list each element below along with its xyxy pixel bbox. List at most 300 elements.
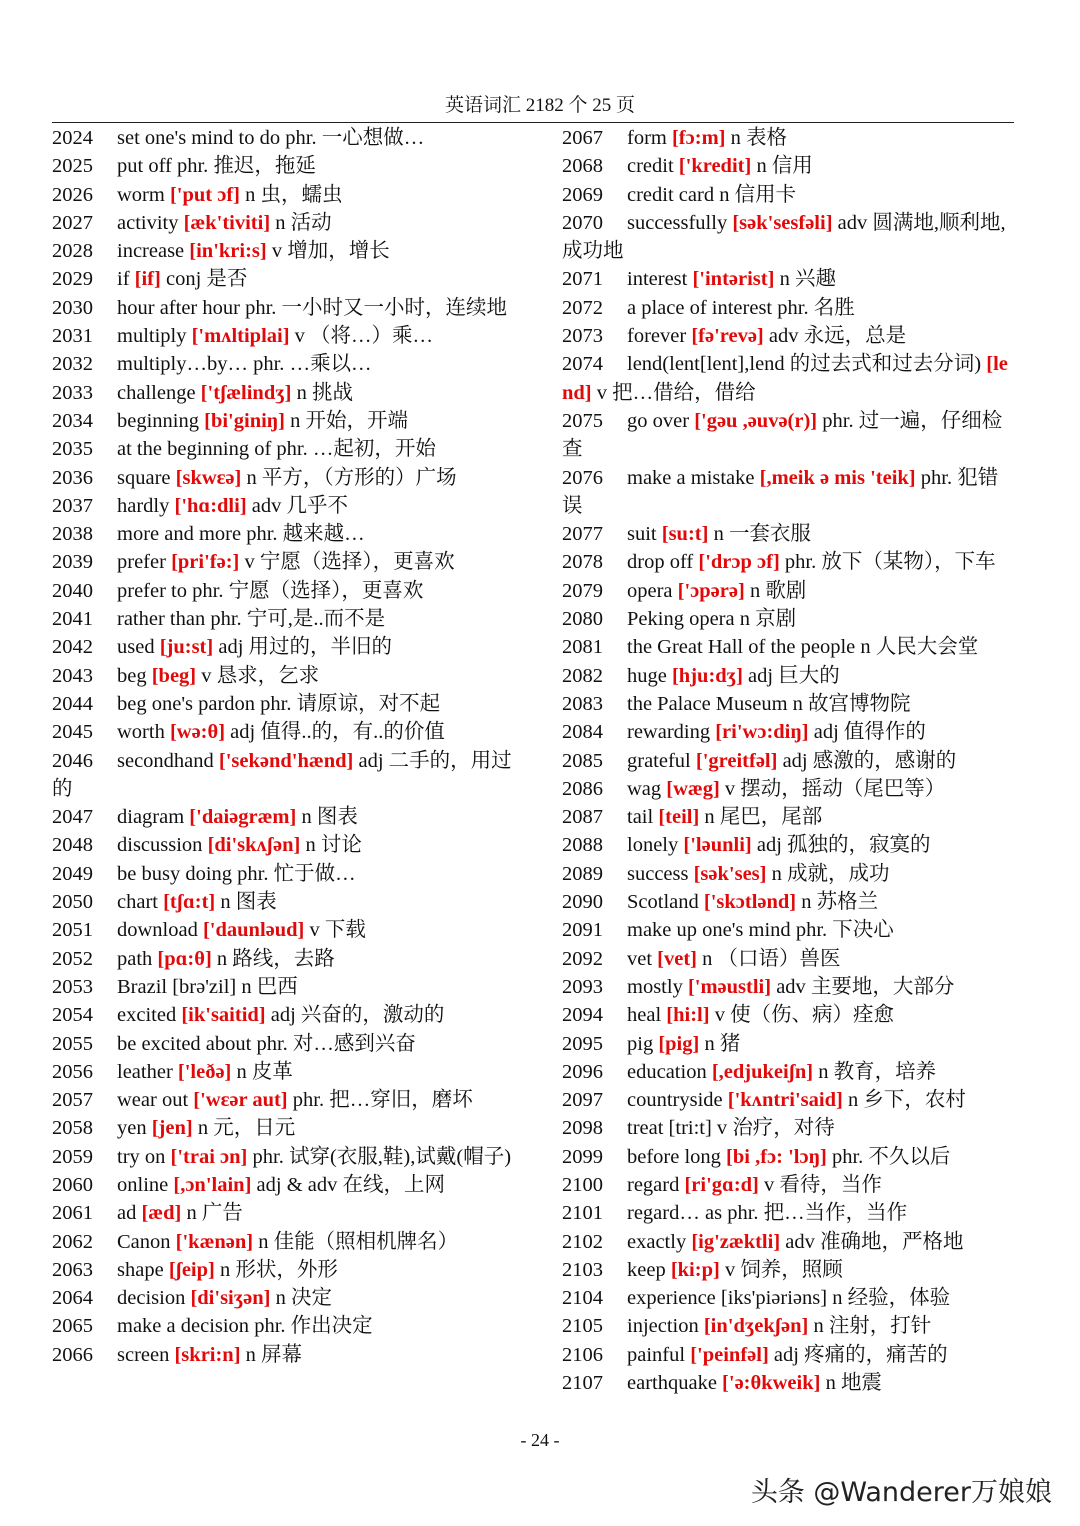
entry-word: successfully	[627, 211, 728, 234]
entry-meaning: 歌剧	[765, 579, 807, 602]
entry-word: discussion	[117, 834, 203, 857]
entry-pos: adv	[837, 211, 868, 234]
entry-phonetic: ['məustli]	[687, 975, 772, 998]
entry-number: 2074	[562, 353, 603, 376]
vocab-entry	[562, 1171, 1018, 1199]
entry-word: hardly	[117, 494, 170, 517]
entry-phonetic: [hju:dʒ]	[671, 664, 743, 687]
entry-meaning: …起初，开始	[312, 438, 436, 461]
entry-number: 2103	[562, 1258, 603, 1281]
entry-pos: phr.	[292, 1089, 325, 1112]
entry-word: experience	[627, 1287, 716, 1310]
vocab-entry	[562, 973, 1018, 1001]
entry-meaning: 请原谅，对不起	[296, 692, 441, 715]
entry-number: 2058	[52, 1117, 93, 1140]
entry-number: 2048	[52, 834, 93, 857]
entry-number: 2045	[52, 721, 93, 744]
entry-pos: n	[749, 579, 761, 602]
entry-number: 2047	[52, 806, 93, 829]
vocab-entry	[562, 322, 1018, 350]
vocab-entry	[52, 718, 524, 746]
vocab-entry	[52, 1341, 524, 1369]
entry-word: prefer to	[117, 579, 187, 602]
vocab-entry	[562, 407, 1018, 464]
entry-pos: adj	[773, 1343, 799, 1366]
entry-phonetic: [sək'sesfəli]	[732, 211, 833, 234]
entry-meaning: （口语）兽医	[717, 947, 841, 970]
entry-meaning: 京剧	[755, 608, 797, 631]
vocab-entry	[52, 860, 524, 888]
entry-phonetic: ['kænən]	[175, 1230, 254, 1253]
entry-phonetic: [hi:l]	[666, 1004, 710, 1027]
entry-number: 2038	[52, 523, 93, 546]
entry-phonetic: ['trai ɔn]	[170, 1145, 248, 1168]
vocab-entry	[562, 1086, 1018, 1114]
entry-number: 2078	[562, 551, 603, 574]
vocab-entry	[562, 916, 1018, 944]
entry-phonetic: ['hɑ:dli]	[174, 494, 247, 517]
entry-meaning: 推迟，拖延	[213, 155, 316, 178]
vocab-entry	[562, 1058, 1018, 1086]
vocab-entry	[52, 831, 524, 859]
vocab-entry	[52, 124, 524, 152]
entry-word: activity	[117, 211, 179, 234]
entry-meaning: 形状，外形	[235, 1258, 338, 1281]
entry-word: exactly	[627, 1230, 687, 1253]
entry-meaning: （将…）乘…	[310, 325, 434, 348]
entry-word: huge	[627, 664, 667, 687]
entry-word: at the beginning of	[117, 438, 272, 461]
entry-phonetic: [ik'saitid]	[181, 1004, 266, 1027]
entry-meaning: 元，日元	[213, 1117, 296, 1140]
entry-pos: n	[245, 1343, 256, 1366]
entry-pos: phr.	[285, 127, 317, 149]
entry-phonetic: ['peinfəl]	[690, 1343, 769, 1366]
entry-meaning: 故宫博物院	[808, 692, 911, 715]
entry-word: keep	[627, 1258, 666, 1281]
vocab-entry	[562, 718, 1018, 746]
entry-meaning: 下决心	[832, 919, 894, 942]
entry-word: a place of interest	[627, 296, 773, 319]
vocab-entry	[52, 237, 524, 265]
entry-pos: n	[275, 1287, 286, 1310]
vocab-entry	[52, 747, 524, 804]
entry-phonetic: [wə:θ]	[169, 721, 226, 744]
entry-meaning: 孤独的，寂寞的	[787, 834, 931, 857]
entry-phonetic: ['kʌntri'said]	[727, 1089, 843, 1112]
entry-phonetic: [fɔ:m]	[671, 127, 726, 149]
entry-pos: n	[301, 806, 312, 829]
vocab-entry	[562, 605, 1018, 633]
entry-number: 2104	[562, 1287, 603, 1310]
entry-meaning: 地震	[840, 1372, 882, 1395]
entry-pos: adj	[756, 834, 782, 857]
entry-phonetic: ['mʌltiplai]	[191, 325, 290, 348]
entry-phonetic: [jen]	[151, 1117, 193, 1140]
entry-word: path	[117, 947, 153, 970]
entry-pos: n	[219, 1258, 231, 1281]
entry-phonetic: [bi'giniŋ]	[204, 409, 286, 432]
entry-pos: [iks'piəriəns] n	[720, 1287, 843, 1310]
entry-pos: adv	[768, 325, 799, 348]
vocab-entry	[52, 350, 524, 378]
entry-meaning: 忙于做…	[273, 862, 356, 885]
entry-pos: n	[779, 268, 790, 291]
vocab-entry	[562, 1256, 1018, 1284]
entry-word: opera	[627, 579, 673, 602]
vocab-entry	[52, 1284, 524, 1312]
entry-word: make a mistake	[627, 466, 755, 489]
entry-pos: n	[275, 211, 286, 234]
entry-pos: adj	[230, 721, 256, 744]
entry-number: 2040	[52, 579, 93, 602]
vocab-entry	[562, 520, 1018, 548]
entry-meaning: 巨大的	[778, 664, 840, 687]
entry-word: ad	[117, 1202, 137, 1225]
vocab-entry	[52, 973, 524, 1001]
vocab-entry	[52, 181, 524, 209]
vocab-entry	[562, 633, 1018, 661]
entry-word: success	[627, 862, 689, 885]
entry-phonetic: [pɑ:θ]	[157, 947, 212, 970]
entry-word: diagram	[117, 806, 185, 829]
entry-number: 2056	[52, 1060, 93, 1083]
entry-pos: phr.	[822, 409, 854, 432]
entry-pos: n	[818, 1060, 829, 1083]
entry-meaning: 把…穿旧，磨坏	[329, 1089, 473, 1112]
entry-number: 2042	[52, 636, 93, 659]
entry-word: wear out	[117, 1089, 189, 1112]
entry-pos: n	[290, 409, 301, 432]
entry-word: beg	[117, 664, 147, 687]
entry-phonetic: ['leðə]	[177, 1060, 232, 1083]
vocab-entry	[52, 803, 524, 831]
entry-pos: phr.	[727, 1202, 759, 1225]
entry-number: 2101	[562, 1202, 603, 1225]
entry-phonetic: [æd]	[141, 1202, 182, 1225]
entry-phonetic: ['gəu ,əuvə(r)]	[694, 409, 818, 432]
entry-number: 2106	[562, 1343, 603, 1366]
vocab-entry	[52, 1312, 524, 1340]
entry-number: 2071	[562, 268, 603, 291]
entry-meaning: 广告	[201, 1202, 243, 1225]
entry-pos: n	[246, 466, 257, 489]
entry-meaning: 路线，去路	[232, 947, 335, 970]
vocab-entry	[52, 294, 524, 322]
vocab-entry	[52, 209, 524, 237]
entry-number: 2092	[562, 947, 603, 970]
entry-phonetic: [,ɔn'lain]	[173, 1173, 252, 1196]
entry-meaning: 图表	[316, 806, 358, 829]
entry-phonetic: ['wɛər aut]	[193, 1089, 288, 1112]
entry-phonetic: [di'siʒən]	[190, 1287, 271, 1310]
vocab-entry	[562, 1341, 1018, 1369]
entry-word: worth	[117, 721, 165, 744]
entry-number: 2032	[52, 353, 93, 376]
vocab-entry	[562, 888, 1018, 916]
entry-meaning: 尾巴，尾部	[719, 806, 823, 829]
entry-word: the Palace Museum	[627, 692, 788, 715]
entry-meaning: 信用	[771, 155, 813, 178]
entry-number: 2035	[52, 438, 93, 461]
entry-meaning: 决定	[290, 1287, 332, 1310]
entry-phonetic: [ri'wɔ:diŋ]	[715, 721, 809, 744]
entry-word: Canon	[117, 1230, 171, 1253]
entry-word: regard… as	[627, 1202, 723, 1225]
entry-word: square	[117, 466, 171, 489]
entry-number: 2057	[52, 1089, 93, 1112]
entry-number: 2099	[562, 1145, 603, 1168]
entry-meaning: 人民大会堂	[875, 636, 979, 659]
entry-word: interest	[627, 268, 688, 291]
entry-phonetic: [in'kri:s]	[189, 240, 267, 263]
entry-word: yen	[117, 1117, 147, 1140]
entry-meaning: 几乎不	[286, 494, 349, 517]
entry-word: screen	[117, 1343, 170, 1366]
vocab-entry	[52, 1171, 524, 1199]
entry-word: forever	[627, 325, 687, 348]
entry-pos: n	[186, 1202, 197, 1225]
entry-meaning: 图表	[235, 891, 277, 914]
entry-meaning: 摆动，摇动（尾巴等）	[740, 777, 946, 800]
entry-word: chart	[117, 891, 158, 914]
entry-pos: [tri:t] v	[668, 1117, 728, 1140]
entry-pos: phr.	[252, 1145, 284, 1168]
entry-meaning: 饲养，照顾	[740, 1258, 843, 1281]
entry-meaning: 值得作的	[843, 721, 926, 744]
entry-pos: n	[792, 692, 803, 715]
entry-pos: v	[764, 1173, 775, 1196]
entry-word: go over	[627, 409, 690, 432]
entry-pos: phr.	[253, 353, 285, 376]
entry-pos: n	[739, 608, 750, 631]
entry-number: 2086	[562, 777, 603, 800]
vocab-column-right	[562, 124, 1018, 1397]
entry-pos: conj	[165, 268, 202, 291]
entry-number: 2062	[52, 1230, 93, 1253]
entry-word: the Great Hall of the people	[627, 636, 856, 659]
entry-pos: phr.	[256, 1032, 288, 1055]
entry-number: 2051	[52, 919, 93, 942]
entry-number: 2026	[52, 183, 93, 206]
vocab-entry	[52, 407, 524, 435]
entry-number: 2085	[562, 749, 603, 772]
entry-word: hour after hour	[117, 296, 240, 319]
entry-meaning: 把…借给，借给	[612, 381, 756, 404]
vocab-entry	[562, 1312, 1018, 1340]
entry-number: 2087	[562, 806, 603, 829]
entry-number: 2037	[52, 494, 93, 517]
entry-meaning: 表格	[745, 127, 787, 149]
entry-number: 2049	[52, 862, 93, 885]
vocab-entry	[562, 294, 1018, 322]
entry-word: injection	[627, 1315, 699, 1338]
entry-number: 2029	[52, 268, 93, 291]
entry-pos: phr.	[276, 438, 308, 461]
entry-pos: adj	[218, 636, 244, 659]
page-number: - 24 -	[520, 1430, 560, 1450]
entry-number: 2097	[562, 1089, 603, 1112]
entry-number: 2055	[52, 1032, 93, 1055]
vocab-entry	[52, 1199, 524, 1227]
entry-pos: n	[245, 183, 256, 206]
entry-word: Scotland	[627, 891, 699, 914]
vocab-entry	[562, 747, 1018, 775]
entry-word: pig	[627, 1032, 654, 1055]
entry-pos: n	[197, 1117, 209, 1140]
entry-word: secondhand	[117, 749, 214, 772]
entry-phonetic: [wæg]	[666, 777, 720, 800]
entry-word: decision	[117, 1287, 186, 1310]
entry-meaning: 把…当作，当作	[763, 1202, 908, 1225]
entry-pos: n	[704, 806, 715, 829]
vocab-entry	[562, 181, 1018, 209]
entry-pos: v	[724, 1258, 736, 1281]
vocab-entry	[562, 662, 1018, 690]
entry-meaning: 一心想做…	[321, 127, 425, 149]
entry-number: 2073	[562, 325, 603, 348]
entry-meaning: 兴奋的，激动的	[300, 1004, 445, 1027]
entry-meaning: 圆满地,顺利地,成功地	[562, 211, 1006, 263]
entry-phonetic: [if]	[134, 268, 161, 291]
entry-pos: phr.	[260, 692, 292, 715]
vocab-entry	[52, 1228, 524, 1256]
entry-pos: n	[713, 523, 724, 546]
entry-pos: adj	[782, 749, 808, 772]
entry-phonetic: [,edjukeiʃn]	[711, 1060, 814, 1083]
entry-meaning: 试穿(衣服,鞋),试戴(帽子)	[288, 1145, 512, 1168]
entry-word: countryside	[627, 1089, 723, 1112]
vocab-entry	[562, 690, 1018, 718]
entry-meaning: 感激的，感谢的	[812, 749, 957, 772]
entry-meaning: 一小时又一小时，连续地	[281, 296, 508, 319]
entry-number: 2059	[52, 1145, 93, 1168]
entry-meaning: 看待，当作	[779, 1173, 882, 1196]
vocab-entry	[52, 1143, 524, 1171]
vocab-entry	[562, 1199, 1018, 1227]
entry-meaning: 使（伤、病）痊愈	[730, 1004, 895, 1027]
entry-number: 2039	[52, 551, 93, 574]
entry-number: 2082	[562, 664, 603, 687]
entry-meaning: 讨论	[320, 834, 362, 857]
entry-word: grateful	[627, 749, 691, 772]
entry-meaning: 皮革	[251, 1060, 293, 1083]
entry-meaning: 屏幕	[261, 1343, 303, 1366]
vocab-entry	[562, 1284, 1018, 1312]
entry-pos: n	[756, 155, 767, 178]
entry-word: beginning	[117, 409, 199, 432]
entry-phonetic: ['intərist]	[692, 268, 775, 291]
entry-pos: phr.	[784, 551, 817, 574]
entry-pos: phr.	[920, 466, 953, 489]
vocab-entry	[52, 492, 524, 520]
entry-meaning: 挑战	[311, 381, 353, 404]
page-header: 英语词汇 2182 个 25 页	[444, 95, 635, 116]
entry-phonetic: [ig'zæktli]	[691, 1230, 781, 1253]
entry-word: before long	[627, 1145, 721, 1168]
entry-pos: n	[296, 381, 307, 404]
vocab-entry	[52, 520, 524, 548]
entry-number: 2033	[52, 381, 93, 404]
vocab-entry	[52, 435, 524, 463]
entry-meaning: 犯错误	[562, 466, 999, 517]
entry-pos: n	[801, 891, 812, 914]
entry-meaning: 乡下，农村	[863, 1089, 966, 1112]
entry-word: leather	[117, 1060, 173, 1083]
entry-number: 2036	[52, 466, 93, 489]
vocab-entry	[562, 464, 1018, 521]
entry-number: 2093	[562, 975, 603, 998]
entry-phonetic: ['tʃælindʒ]	[200, 381, 292, 404]
entry-phonetic: [beg]	[151, 664, 197, 687]
entry-number: 2046	[52, 749, 93, 772]
entry-pos: v	[724, 777, 736, 800]
vocab-entry	[562, 265, 1018, 293]
entry-word: suit	[627, 523, 657, 546]
entry-phonetic: [ju:st]	[159, 636, 214, 659]
entry-meaning: 不久以后	[868, 1145, 951, 1168]
entry-number: 2107	[562, 1372, 603, 1395]
entry-meaning: 活动	[290, 211, 332, 234]
entry-phonetic: [æk'tiviti]	[183, 211, 271, 234]
vocab-entry	[52, 379, 524, 407]
entry-phonetic: [in'dʒekʃən]	[703, 1315, 809, 1338]
entry-meaning: 名胜	[813, 296, 855, 319]
entry-phonetic: [lend]	[562, 353, 1008, 404]
entry-pos: n	[825, 1372, 836, 1395]
entry-pos: n	[847, 1089, 859, 1112]
entry-phonetic: [skri:n]	[174, 1343, 241, 1366]
entry-word: vet	[627, 947, 653, 970]
entry-number: 2061	[52, 1202, 93, 1225]
entry-pos: phr.	[795, 919, 828, 942]
watermark: 头条 @Wanderer万娘娘	[750, 1477, 1052, 1508]
vocab-entry	[562, 831, 1018, 859]
entry-phonetic: [vet]	[657, 947, 698, 970]
entry-meaning: 二手的，用过的	[52, 749, 512, 800]
entry-word: be excited about	[117, 1032, 252, 1055]
entry-phonetic: ['drɔp ɔf]	[698, 551, 780, 574]
entry-word: download	[117, 919, 198, 942]
entry-number: 2105	[562, 1315, 603, 1338]
vocab-entry	[52, 605, 524, 633]
entry-number: 2031	[52, 325, 93, 348]
entry-number: 2030	[52, 296, 93, 319]
vocab-entry	[52, 152, 524, 180]
entry-pos: [brə'zil] n	[172, 975, 252, 998]
entry-pos: adj	[270, 1004, 296, 1027]
entry-word: increase	[117, 240, 185, 263]
entry-number: 2079	[562, 579, 603, 602]
entry-meaning: 经验，体验	[847, 1287, 951, 1310]
vocab-entry	[52, 662, 524, 690]
entry-pos: n	[236, 1060, 247, 1083]
entry-pos: adj	[813, 721, 839, 744]
entry-pos: v	[596, 381, 608, 404]
entry-number: 2053	[52, 975, 93, 998]
entry-phonetic: [,meik ə mis 'teik]	[759, 466, 916, 489]
entry-meaning: 疼痛的，痛苦的	[804, 1343, 948, 1366]
entry-number: 2089	[562, 862, 603, 885]
entry-word: form	[627, 127, 667, 149]
vocab-entry	[52, 1058, 524, 1086]
vocab-entry	[52, 265, 524, 293]
entry-number: 2066	[52, 1343, 93, 1366]
entry-word: painful	[627, 1343, 686, 1366]
entry-number: 2024	[52, 127, 93, 149]
entry-meaning: 主要地，大部分	[810, 975, 955, 998]
entry-word: rewarding	[627, 721, 711, 744]
